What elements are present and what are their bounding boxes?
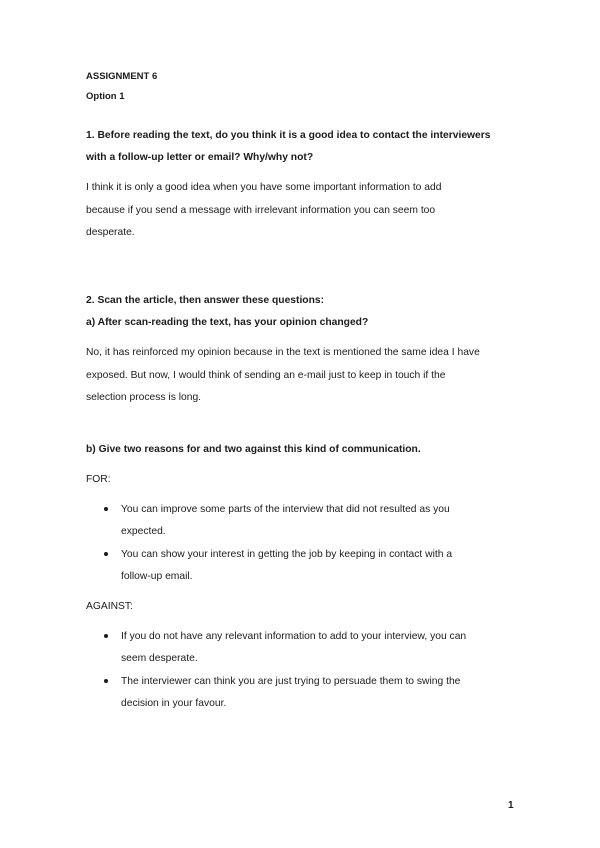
q2a-answer-line: exposed. But now, I would think of sending an e-mail just to keep in touch if the [86, 370, 446, 381]
q1-answer-line: I think it is only a good idea when you have some important information to add [86, 182, 442, 193]
q2a-answer-line: selection process is long. [86, 392, 202, 403]
q1-answer-line: desperate. [86, 227, 135, 238]
q2a-question: a) After scan-reading the text, has your opinion changed? [86, 317, 369, 328]
against-item-line2: decision in your favour. [121, 698, 227, 709]
option-label: Option 1 [86, 91, 125, 102]
page-number: 1 [508, 800, 514, 811]
q1-answer-line: because if you send a message with irrelevant information you can seem too [86, 205, 436, 216]
bullet-icon [104, 507, 108, 511]
q2a-answer-line: No, it has reinforced my opinion because in the text is mentioned the same idea I have [86, 347, 480, 358]
against-label: AGAINST: [86, 601, 133, 612]
against-item-line2: seem desperate. [121, 653, 198, 664]
against-item-line1: If you do not have any relevant information to add to your interview, you can [121, 631, 467, 642]
bullet-icon [104, 634, 108, 638]
for-item-line2: follow-up email. [121, 571, 193, 582]
bullet-icon [104, 679, 108, 683]
q2b-question: b) Give two reasons for and two against this kind of communication. [86, 444, 421, 455]
assignment-title: ASSIGNMENT 6 [86, 71, 158, 82]
for-item-line1: You can improve some parts of the interview that did not resulted as you [121, 504, 450, 515]
q1-question-line2: with a follow-up letter or email? Why/why not? [86, 152, 314, 163]
bullet-icon [104, 552, 108, 556]
for-label: FOR: [86, 474, 111, 485]
q1-question-line1: 1. Before reading the text, do you think it is a good idea to contact the interviewers [86, 130, 491, 141]
q2-heading: 2. Scan the article, then answer these questions: [86, 295, 325, 306]
for-item-line1: You can show your interest in getting the job by keeping in contact with a [121, 549, 453, 560]
against-item-line1: The interviewer can think you are just trying to persuade them to swing the [121, 676, 461, 687]
for-item-line2: expected. [121, 526, 166, 537]
